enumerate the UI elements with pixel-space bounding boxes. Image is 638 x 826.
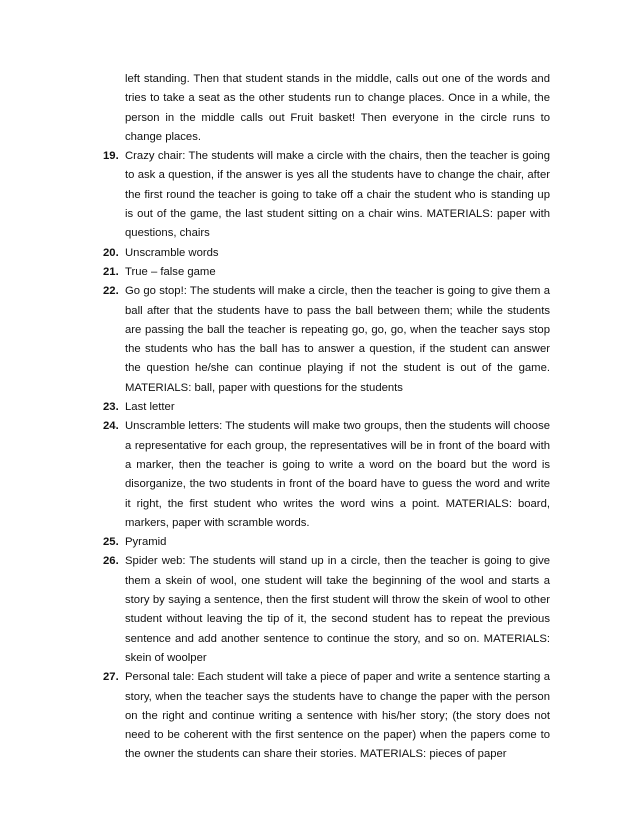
list-item-24: [103, 417, 550, 533]
continuation-paragraph: left standing. Then that student stands in the middle, calls out one of the words and tries to take a seat as the other students run to change places. Once in a while, the person in the middle calls out Fruit basket! Then everyone in the circle runs to change places.: [125, 73, 550, 143]
item-text: Go go stop!: The students will make a circle, then the teacher is going to give them a ball after that the students have to pass the ball between them; while the students are passing the ball the teacher is repeating go, go, go, when the teacher says stop the students who has the ball has to answer a question, if the student can answer the question he/she can continue playing if not the student is out of the game. MATERIALS: ball, paper with questions for the students: [125, 285, 550, 394]
item-text: Personal tale: Each student will take a piece of paper and write a sentence starting a story, when the teacher says the students have to change the paper with the person on the right and continue writing a sentence with his/her story; (the story does not need to be coherent with the first sentence on the paper) when the papers come to the owner the students can share their stories. MATERIALS: pieces of paper: [125, 671, 550, 761]
list-item-23: [103, 398, 550, 417]
list-item-26: [103, 552, 550, 668]
item-text: Pyramid: [125, 536, 167, 549]
item-number: 25.: [103, 536, 119, 549]
item-number: 24.: [103, 420, 119, 433]
item-number: 22.: [103, 285, 119, 298]
list-item-21: [103, 263, 550, 282]
item-number: 26.: [103, 555, 119, 568]
item-number: 21.: [103, 265, 119, 278]
item-text: Unscramble words: [125, 246, 219, 259]
item-number: 27.: [103, 671, 119, 684]
item-number: 23.: [103, 401, 119, 414]
list-item-20: [103, 244, 550, 263]
item-text: Crazy chair: The students will make a circle with the chairs, then the teacher is going to ask a question, if the answer is yes all the students have to change the chair, after the first round the teacher is going to take off a chair the student who is standing up is out of the game, the last student sitting on a chair wins. MATERIALS: paper with questions, chairs: [125, 150, 550, 240]
item-text: Spider web: The students will stand up in a circle, then the teacher is going to give them a skein of wool, one student will take the beginning of the wool and starts a story by saying a sentence, then the first student will throw the skein of wool to other student without leaving the tip of it, the second student has to repeat the previous sentence and add another sentence to continue the story, and so on. MATERIALS: skein of woolper: [125, 555, 550, 664]
list-item-19: [103, 147, 550, 243]
list-item-25: [103, 533, 550, 552]
list-item-22: [103, 282, 550, 398]
list-item-27: [103, 668, 550, 764]
item-text: Last letter: [125, 401, 175, 414]
item-number: 19.: [103, 150, 119, 163]
item-text: Unscramble letters: The students will make two groups, then the students will choose a representative for each group, the representatives will be in front of the board with a marker, then the teacher is going to write a word on the board but the word is disorganize, the two students in front of the board have to guess the word and write it right, the first student who writes the word wins a point. MATERIALS: board, markers, paper with scramble words.: [125, 420, 550, 529]
item-text: True – false game: [125, 265, 216, 278]
item-number: 20.: [103, 246, 119, 259]
